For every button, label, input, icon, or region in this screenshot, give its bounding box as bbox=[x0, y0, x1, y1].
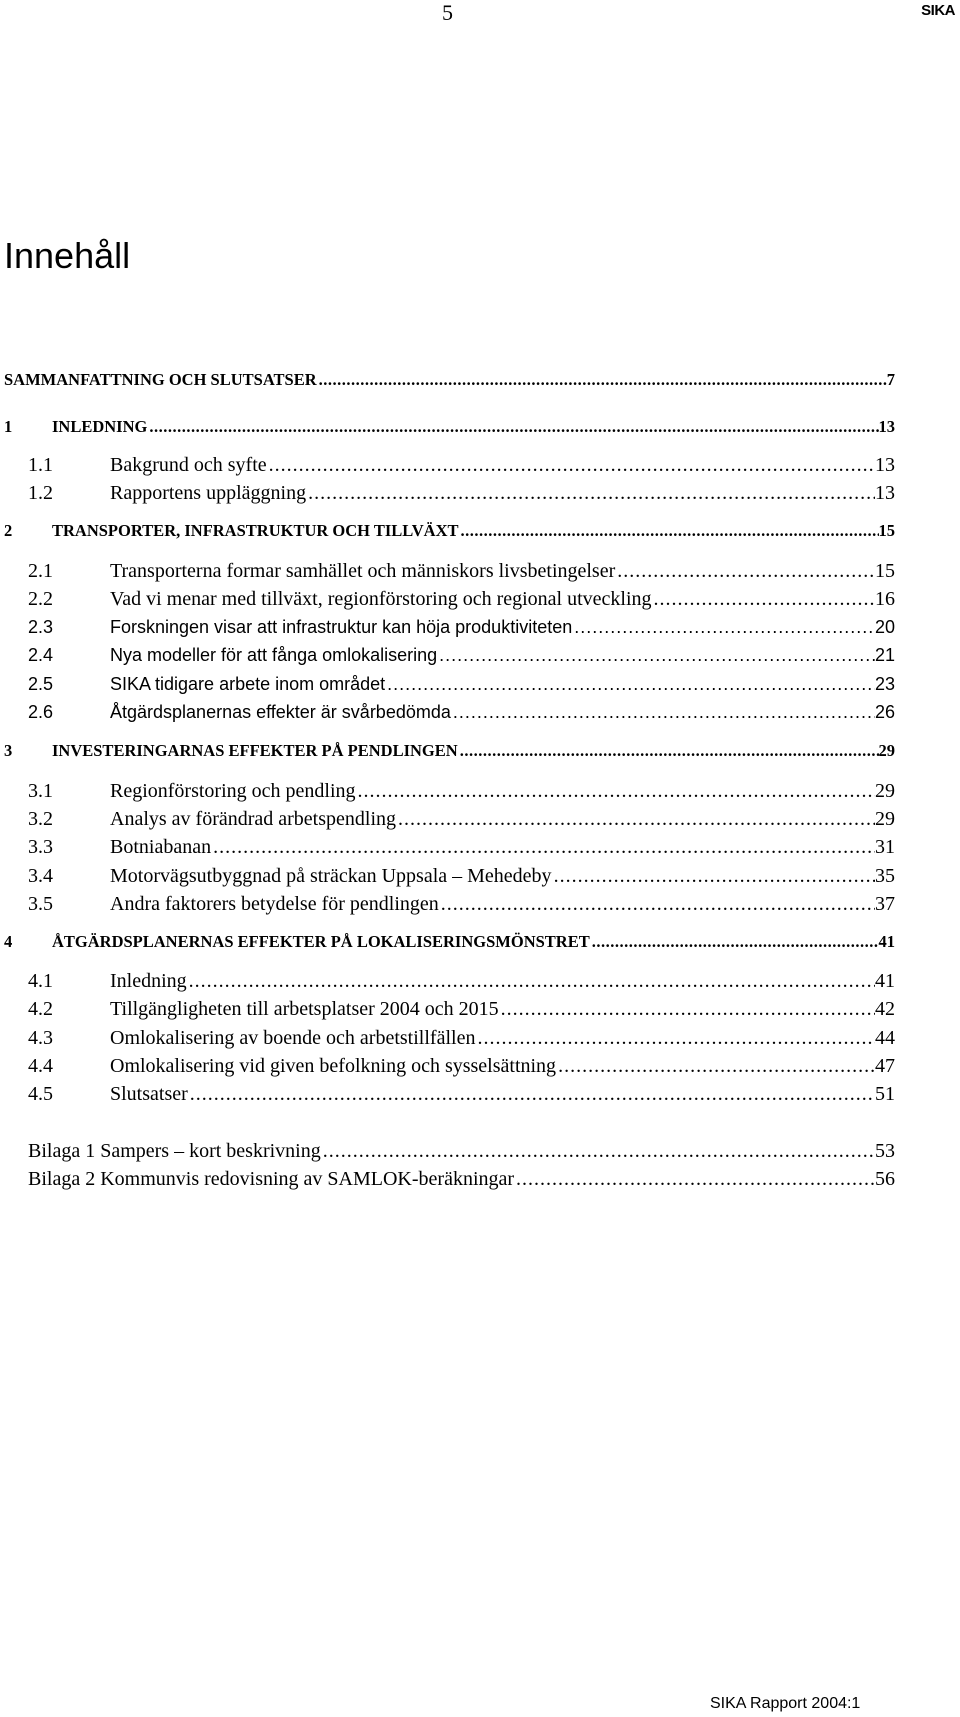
toc-entry-page: 51 bbox=[875, 1083, 895, 1105]
toc-entry-chapter-1[interactable] bbox=[4, 417, 895, 445]
toc-entry-section-4-4[interactable] bbox=[28, 1055, 895, 1083]
toc-entry-page: 41 bbox=[875, 970, 895, 992]
toc-entry-title: TRANSPORTER, INFRASTRUKTUR OCH TILLVÄXT bbox=[52, 521, 459, 540]
toc-entry-page: 13 bbox=[878, 417, 895, 436]
toc-entry-page: 41 bbox=[878, 932, 895, 951]
toc-entry-number: 3.4 bbox=[28, 865, 53, 887]
toc-entry-appendix-2[interactable] bbox=[28, 1168, 895, 1196]
toc-entry-page: 15 bbox=[875, 560, 895, 582]
toc-entry-chapter-4[interactable] bbox=[4, 932, 895, 960]
dot-leader bbox=[317, 370, 887, 390]
toc-entry-section-2-3[interactable] bbox=[28, 617, 895, 645]
toc-entry-number: 4 bbox=[4, 932, 13, 951]
dot-leader bbox=[590, 932, 879, 952]
dot-leader bbox=[396, 808, 875, 831]
dot-leader bbox=[451, 702, 875, 723]
toc-entry-page: 56 bbox=[875, 1168, 895, 1190]
toc-entry-number: 3.5 bbox=[28, 893, 53, 915]
dot-leader bbox=[187, 970, 875, 993]
toc-entry-title: Botniabanan bbox=[110, 836, 212, 858]
toc-entry-number: 3.2 bbox=[28, 808, 53, 830]
toc-entry-page: 23 bbox=[874, 674, 895, 694]
toc-entry-page: 29 bbox=[875, 780, 895, 802]
dot-leader bbox=[652, 588, 875, 611]
toc-entry-title: SAMMANFATTNING OCH SLUTSATSER bbox=[4, 370, 317, 389]
toc-entry-title: Slutsatser bbox=[110, 1083, 188, 1105]
dot-leader bbox=[572, 617, 875, 638]
toc-entry-page: 21 bbox=[874, 645, 895, 665]
dot-leader bbox=[458, 741, 879, 761]
dot-leader bbox=[385, 674, 875, 695]
toc-heading: Innehåll bbox=[4, 235, 131, 276]
toc-entry-section-2-4[interactable] bbox=[28, 645, 895, 673]
toc-entry-title: Omlokalisering av boende och arbetstillfällen bbox=[110, 1027, 476, 1049]
toc-entry-page: 15 bbox=[878, 521, 895, 540]
toc-entry-title: Omlokalisering vid given befolkning och sysselsättning bbox=[110, 1055, 557, 1077]
dot-leader bbox=[499, 998, 875, 1021]
toc-entry-number: 2.1 bbox=[28, 560, 53, 582]
dot-leader bbox=[147, 417, 878, 437]
toc-entry-title: Vad vi menar med tillväxt, regionförstoring och regional utveckling bbox=[110, 588, 652, 610]
toc-entry-title: Analys av förändrad arbetspendling bbox=[110, 808, 397, 830]
toc-entry-title: Bilaga 2 Kommunvis redovisning av SAMLOK-beräkningar bbox=[28, 1168, 515, 1190]
toc-entry-number: 2 bbox=[4, 521, 13, 540]
toc-entry-page: 20 bbox=[874, 617, 895, 637]
toc-entry-number: 2.4 bbox=[28, 645, 54, 665]
toc-entry-page: 37 bbox=[875, 893, 895, 915]
toc-entry-section-4-5[interactable] bbox=[28, 1083, 895, 1111]
report-footer: SIKA Rapport 2004:1 bbox=[710, 1695, 861, 1712]
toc-entry-title: Bakgrund och syfte bbox=[110, 454, 267, 476]
toc-entry-title: Transporterna formar samhället och människors livsbetingelser bbox=[110, 560, 616, 582]
toc-entry-chapter-3[interactable] bbox=[4, 741, 895, 769]
toc-entry-section-2-2[interactable] bbox=[28, 588, 895, 616]
toc-entry-title: INLEDNING bbox=[52, 417, 148, 436]
toc-entry-number: 1.2 bbox=[28, 482, 53, 504]
toc-entry-section-2-5[interactable] bbox=[28, 674, 895, 702]
toc-entry-page: 29 bbox=[878, 741, 895, 760]
toc-entry-title: Inledning bbox=[110, 970, 187, 992]
dot-leader bbox=[475, 1027, 875, 1050]
toc-entry-section-4-3[interactable] bbox=[28, 1027, 895, 1055]
toc-entry-title: Nya modeller för att fånga omlokalisering bbox=[110, 645, 438, 665]
dot-leader bbox=[459, 521, 879, 541]
toc-entry-number: 3 bbox=[4, 741, 13, 760]
toc-entry-section-3-1[interactable] bbox=[28, 780, 895, 808]
toc-entry-number: 2.6 bbox=[28, 702, 54, 722]
toc-entry-title: INVESTERINGARNAS EFFEKTER PÅ PENDLINGEN bbox=[52, 741, 458, 760]
toc-entry-title: Regionförstoring och pendling bbox=[110, 780, 356, 802]
toc-entry-section-3-5[interactable] bbox=[28, 893, 895, 921]
toc-entry-title: Andra faktorers betydelse för pendlingen bbox=[110, 893, 439, 915]
dot-leader bbox=[514, 1168, 875, 1191]
toc-entry-section-3-4[interactable] bbox=[28, 865, 895, 893]
toc-entry-title: Bilaga 1 Sampers – kort beskrivning bbox=[28, 1140, 321, 1162]
dot-leader bbox=[552, 865, 875, 888]
toc-entry-number: 1 bbox=[4, 417, 13, 436]
toc-entry-number: 4.2 bbox=[28, 998, 53, 1020]
toc-entry-section-1-1[interactable] bbox=[28, 454, 895, 482]
toc-entry-page: 47 bbox=[875, 1055, 895, 1077]
dot-leader bbox=[188, 1083, 875, 1106]
toc-entry-page: 13 bbox=[875, 482, 895, 504]
toc-entry-section-4-2[interactable] bbox=[28, 998, 895, 1026]
dot-leader bbox=[267, 454, 875, 477]
toc-entry-section-2-1[interactable] bbox=[28, 560, 895, 588]
toc-entry-section-3-3[interactable] bbox=[28, 836, 895, 864]
toc-entry-page: 16 bbox=[875, 588, 895, 610]
dot-leader bbox=[321, 1140, 875, 1163]
toc-entry-page: 13 bbox=[875, 454, 895, 476]
toc-entry-title: Forskningen visar att infrastruktur kan höja produktiviteten bbox=[110, 617, 573, 637]
toc-entry-appendix-1[interactable] bbox=[28, 1140, 895, 1168]
toc-entry-section-2-6[interactable] bbox=[28, 702, 895, 730]
toc-entry-number: 4.3 bbox=[28, 1027, 53, 1049]
toc-entry-page: 7 bbox=[886, 370, 895, 389]
toc-entry-title: Rapportens uppläggning bbox=[110, 482, 307, 504]
toc-entry-title: ÅTGÄRDSPLANERNAS EFFEKTER PÅ LOKALISERINGSMÖNSTRET bbox=[52, 932, 590, 951]
toc-entry-number: 2.2 bbox=[28, 588, 53, 610]
toc-entry-number: 4.4 bbox=[28, 1055, 53, 1077]
toc-entry-number: 3.3 bbox=[28, 836, 53, 858]
toc-entry-title: Tillgängligheten till arbetsplatser 2004 och 2015 bbox=[110, 998, 499, 1020]
toc-entry-number: 4.1 bbox=[28, 970, 53, 992]
toc-entry-title: Åtgärdsplanernas effekter är svårbedömda bbox=[110, 702, 451, 722]
dot-leader bbox=[439, 893, 875, 916]
toc-entry-number: 2.5 bbox=[28, 674, 54, 694]
toc-entry-number: 3.1 bbox=[28, 780, 53, 802]
header-brand: SIKA bbox=[921, 2, 955, 19]
toc-entry-number: 4.5 bbox=[28, 1083, 53, 1105]
dot-leader bbox=[556, 1055, 875, 1078]
dot-leader bbox=[437, 645, 875, 666]
toc-entry-title: SIKA tidigare arbete inom området bbox=[110, 674, 386, 694]
toc-entry-page: 35 bbox=[875, 865, 895, 887]
dot-leader bbox=[306, 482, 875, 505]
toc-entry-page: 29 bbox=[875, 808, 895, 830]
toc-entry-summary[interactable] bbox=[4, 370, 895, 398]
dot-leader bbox=[211, 836, 875, 859]
toc-entry-number: 2.3 bbox=[28, 617, 54, 637]
toc-entry-section-1-2[interactable] bbox=[28, 482, 895, 510]
toc-entry-page: 26 bbox=[874, 702, 895, 722]
toc-entry-page: 44 bbox=[875, 1027, 895, 1049]
toc-entry-page: 53 bbox=[875, 1140, 895, 1162]
toc-entry-title: Motorvägsutbyggnad på sträckan Uppsala – Mehedeby bbox=[110, 865, 552, 887]
toc-entry-number: 1.1 bbox=[28, 454, 53, 476]
toc-entry-section-3-2[interactable] bbox=[28, 808, 895, 836]
toc-entry-page: 42 bbox=[875, 998, 895, 1020]
toc-entry-chapter-2[interactable] bbox=[4, 521, 895, 549]
page-number: 5 bbox=[442, 0, 453, 25]
toc-entry-section-4-1[interactable] bbox=[28, 970, 895, 998]
dot-leader bbox=[356, 780, 875, 803]
toc-entry-page: 31 bbox=[875, 836, 895, 858]
dot-leader bbox=[615, 560, 875, 583]
